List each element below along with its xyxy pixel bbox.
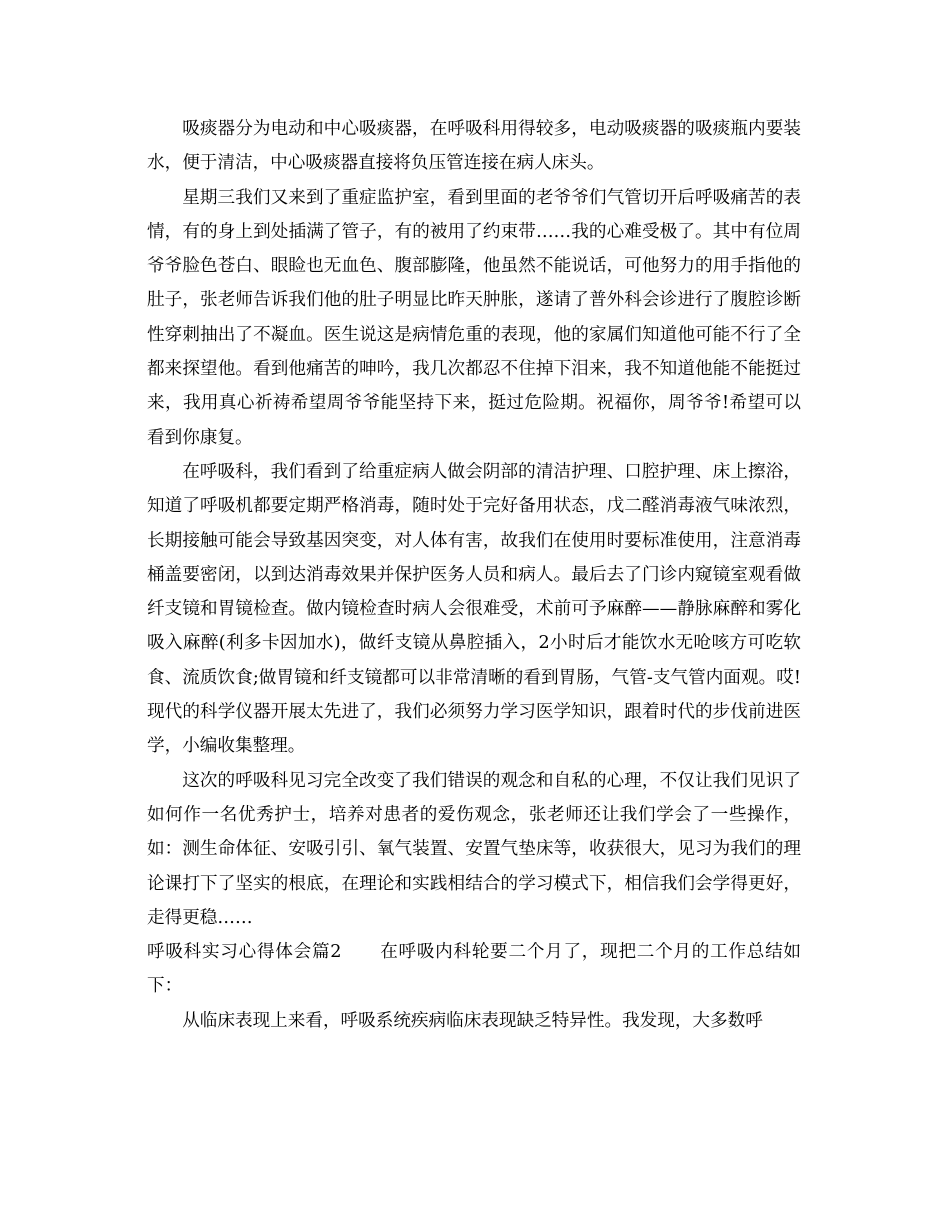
paragraph-reflection: 这次的呼吸科见习完全改变了我们错误的观念和自私的心理，不仅让我们见识了如何作一名优秀护士，培养对患者的爱伤观念，张老师还让我们学会了一些操作，如：测生命体征、安吸引引、氧气装置、安置气垫床等，收获很大，见习为我们的理论课打下了坚实的根底，在理论和实践相结合的学习模式下，相信我们会学得更好，走得更稳…… xyxy=(147,770,801,928)
paragraph-icu-visit: 星期三我们又来到了重症监护室，看到里面的老爷爷们气管切开后呼吸痛苦的表情，有的身上到处插满了管子，有的被用了约束带……我的心难受极了。其中有位周爷爷脸色苍白、眼睑也无血色、腹部膨隆，他虽然不能说话，可他努力的用手指他的肚子，张老师告诉我们他的肚子明显比昨天肿胀，遂请了普外科会诊进行了腹腔诊断性穿刺抽出了不凝血。医生说这是病情危重的表现，他的家属们知道他可能不行了全都来探望他。看到他痛苦的呻吟，我几次都忍不住掉下泪来，我不知道他能不能挺过来，我用真心祈祷希望周爷爷能坚持下来，挺过危险期。祝福你，周爷爷!希望可以看到你康复。 xyxy=(147,187,801,448)
paragraph-respiratory-care: 在呼吸科，我们看到了给重症病人做会阴部的清洁护理、口腔护理、床上擦浴，知道了呼吸机都要定期严格消毒，随时处于完好备用状态，戊二醛消毒液气味浓烈，长期接触可能会导致基因突变，对人体有害，故我们在使用时要标准使用，注意消毒桶盖要密闭，以到达消毒效果并保护医务人员和病人。最后去了门诊内窥镜室观看做纤支镜和胃镜检查。做内镜检查时病人会很难受，术前可予麻醉——静脉麻醉和雾化吸入麻醉(利多卡因加水)，做纤支镜从鼻腔插入，2小时后才能饮水无呛咳方可吃软食、流质饮食;做胃镜和纤支镜都可以非常清晰的看到胃肠，气管-支气管内面观。哎!现代的科学仪器开展太先进了，我们必须努力学习医学知识，跟着时代的步伐前进医学，小编收集整理。 xyxy=(147,461,801,757)
section-heading-paragraph xyxy=(147,935,801,1004)
paragraph-clinical: 从临床表现上来看，呼吸系统疾病临床表现缺乏特异性。我发现，大多数呼 xyxy=(182,1010,763,1031)
section-intro-text: 在呼吸内科轮要二个月了，现把二个月的工作总结如下： xyxy=(147,942,801,997)
document-page xyxy=(147,112,801,1038)
paragraph-suction: 吸痰器分为电动和中心吸痰器，在呼吸科用得较多，电动吸痰器的吸痰瓶内要装水，便于清洁，中心吸痰器直接将负压管连接在病人床头。 xyxy=(147,119,801,174)
section-title: 呼吸科实习心得体会篇2 xyxy=(147,942,342,963)
